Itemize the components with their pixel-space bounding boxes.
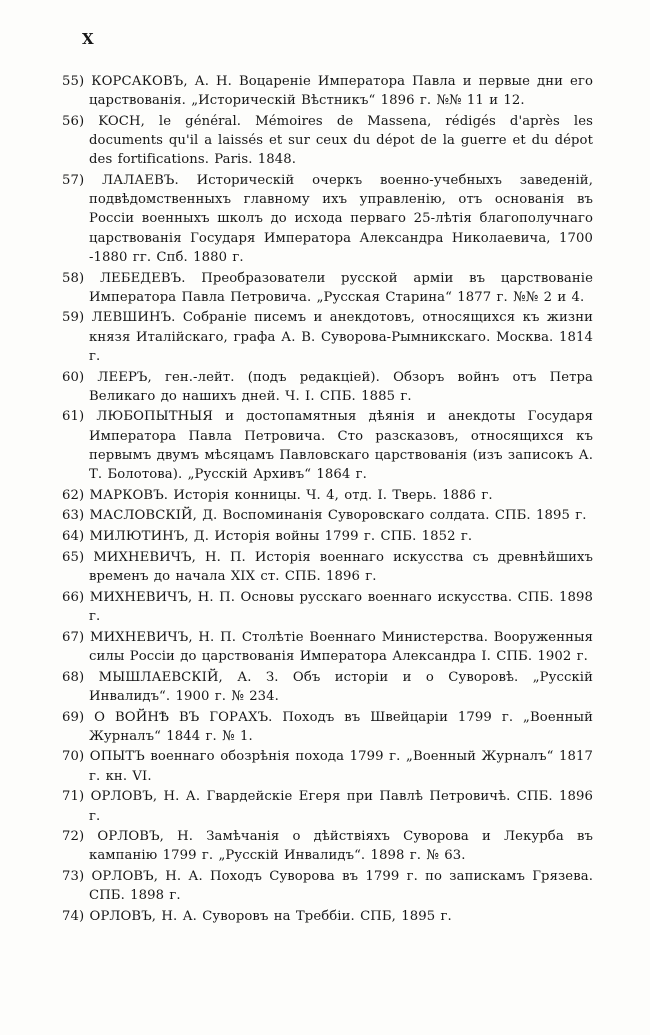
- bibliography-entry: [62, 708, 593, 746]
- entry-number: 71): [62, 789, 85, 805]
- entry-number: 72): [62, 829, 85, 845]
- bibliography-entry: [62, 72, 593, 110]
- bibliography-entry: [62, 308, 593, 366]
- entry-text: ОРЛОВЪ, Н. А. Походъ Суворова въ 1799 г. по запискамъ Грязева. СПБ. 1898 г.: [89, 869, 593, 904]
- page-number: X: [82, 30, 95, 48]
- bibliography-entry: [62, 827, 593, 865]
- bibliography-entry: [62, 548, 593, 586]
- entry-text: ЛЮБОПЫТНЫЯ и достопамятныя дѣянія и анекдоты Государя Императора Павла Петровича. Сто разсказовъ, относящихся къ первымъ двумъ мѣсяцамъ Павловскаго царствованія (изъ записокъ А. Т. Болотова). „Русскій Архивъ“ 1864 г.: [89, 409, 593, 483]
- bibliography-entry: [62, 171, 593, 267]
- entry-text: ОРЛОВЪ, Н. Замѣчанія о дѣйствіяхъ Суворова и Лекурба въ кампанію 1799 г. „Русскій Инвалидъ“. 1898 г. № 63.: [89, 829, 593, 864]
- entry-number: 74): [62, 909, 85, 925]
- entry-number: 55): [62, 74, 85, 89]
- entry-number: 58): [62, 270, 85, 286]
- bibliography-entry: [62, 867, 593, 905]
- entry-number: 61): [62, 409, 85, 425]
- bibliography-entry: [62, 368, 593, 406]
- entry-number: 60): [62, 369, 85, 385]
- entry-number: 66): [62, 589, 85, 605]
- entry-text: МАСЛОВСКІЙ, Д. Воспоминанія Суворовскаго солдата. СПБ. 1895 г.: [89, 508, 587, 524]
- bibliography-entry: [62, 506, 593, 525]
- entry-text: ЛЕБЕДЕВЪ. Преобразователи русской арміи въ царствованіе Императора Павла Петровича. „Русская Старина“ 1877 г. №№ 2 и 4.: [89, 270, 593, 305]
- entry-number: 65): [62, 549, 85, 565]
- bibliography-entry: [62, 527, 593, 546]
- entry-text: ОРЛОВЪ, Н. А. Суворовъ на Треббіи. СПБ, 1895 г.: [89, 909, 452, 925]
- entry-text: KOCH, le général. Mémoires de Massena, rédigés d'après les documents qu'il a laissés et sur ceux du dépot de la guerre et du dépot des fortifications. Paris. 1848.: [89, 113, 593, 168]
- entry-text: ОРЛОВЪ, Н. А. Гвардейскіе Егеря при Павлѣ Петровичѣ. СПБ. 1896 г.: [89, 789, 593, 824]
- bibliography-entry: [62, 747, 593, 785]
- entry-text: КОРСАКОВЪ, А. Н. Воцареніе Императора Павла и первые дни его царствованія. „Историческій Вѣстникъ“ 1896 г. №№ 11 и 12.: [89, 74, 593, 109]
- entry-number: 63): [62, 508, 85, 524]
- entry-text: ЛЕВШИНЪ. Собраніе писемъ и анекдотовъ, относящихся къ жизни князя Италійскаго, графа А. В. Суворова-Рымникскаго. Москва. 1814 г.: [89, 310, 594, 364]
- entry-text: ЛАЛАЕВЪ. Историческій очеркъ военно-учебныхъ заведеній, подвѣдомственныхъ главному ихъ управленію, отъ основанія въ Россіи военныхъ школъ до исхода перваго 25-лѣтія благополучнаго царствованія Государя Императора Александра Николаевича, 1700 -1880 гг. Спб. 1880 г.: [89, 173, 593, 265]
- entry-text: ЛЕЕРЪ, ген.-лейт. (подъ редакціей). Обзоръ войнъ отъ Петра Великаго до нашихъ дней. Ч. I. СПБ. 1885 г.: [89, 369, 593, 404]
- bibliography-entry: [62, 787, 593, 825]
- entry-number: 57): [62, 173, 85, 189]
- entry-text: МИХНЕВИЧЪ, Н. П. Столѣтіе Военнаго Министерства. Вооруженныя силы Россіи до царствованія Императора Александра I. СПБ. 1902 г.: [89, 629, 593, 664]
- bibliography-entry: [62, 668, 593, 706]
- entry-number: 70): [62, 749, 85, 765]
- bibliography-entry: [62, 588, 593, 626]
- bibliography-entry: [62, 907, 593, 926]
- bibliography-entry: [62, 486, 593, 505]
- bibliography-entry: [62, 269, 593, 307]
- bibliography-entry: [62, 407, 593, 484]
- entry-text: МИЛЮТИНЪ, Д. Исторія войны 1799 г. СПБ. 1852 г.: [89, 529, 473, 545]
- bibliography-list: [62, 72, 593, 928]
- entry-number: 62): [62, 487, 85, 503]
- entry-text: МИХНЕВИЧЪ, Н. П. Исторія военнаго искусства съ древнѣйшихъ временъ до начала XIX ст. СПБ. 1896 г.: [89, 549, 594, 585]
- entry-text: О ВОЙНѢ ВЪ ГОРАХЪ. Походъ въ Швейцаріи 1799 г. „Военный Журналъ“ 1844 г. № 1.: [89, 709, 593, 744]
- bibliography-entry: [62, 628, 593, 666]
- entry-number: 73): [62, 869, 85, 885]
- entry-text: ОПЫТЪ военнаго обозрѣнія похода 1799 г. „Военный Журналъ“ 1817 г. кн. VI.: [89, 749, 594, 784]
- entry-text: МЫШЛАЕВСКІЙ, А. З. Объ исторіи и о Суворовѣ. „Русскій Инвалидъ“. 1900 г. № 234.: [89, 669, 594, 704]
- bibliography-entry: [62, 112, 593, 170]
- entry-number: 68): [62, 669, 85, 685]
- entry-number: 69): [62, 709, 85, 725]
- entry-number: 59): [62, 310, 85, 326]
- entry-text: МАРКОВЪ. Исторія конницы. Ч. 4, отд. I. Тверь. 1886 г.: [89, 487, 493, 503]
- entry-number: 64): [62, 529, 85, 545]
- entry-number: 56): [62, 113, 85, 129]
- entry-number: 67): [62, 629, 85, 645]
- entry-text: МИХНЕВИЧЪ, Н. П. Основы русскаго военнаго искусства. СПБ. 1898 г.: [89, 589, 593, 624]
